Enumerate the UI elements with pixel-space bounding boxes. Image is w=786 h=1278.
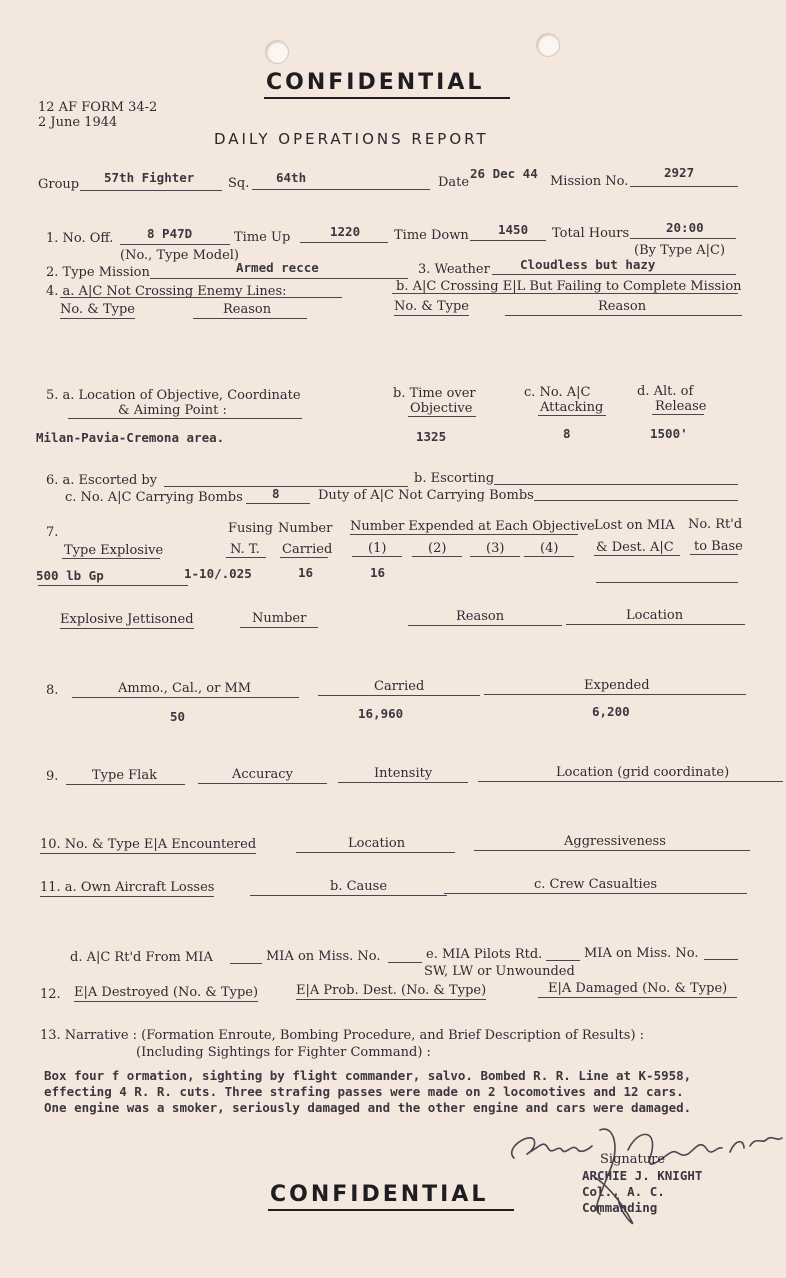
no-type-model-note: (No., Type Model) <box>120 248 239 263</box>
confidential-top: CONFIDENTIAL <box>266 70 485 95</box>
item5d-label-1: d. Alt. of <box>637 384 694 399</box>
signer-role: Commanding <box>582 1200 658 1215</box>
by-type-note: (By Type A|C) <box>634 243 726 258</box>
item5c-label-2: Attacking <box>540 400 604 415</box>
obj-col-4: (4) <box>540 541 559 556</box>
time-up-value: 1220 <box>330 224 361 239</box>
time-up-line <box>300 242 388 243</box>
jett-reason-label: Reason <box>408 609 562 626</box>
crew-casualties-label: c. Crew Casualties <box>444 877 747 894</box>
carried-label: Carried <box>318 679 480 696</box>
item4a-label: 4. a. A|C Not Crossing Enemy Lines: <box>46 284 287 299</box>
carrying-bombs-label: c. No. A|C Carrying Bombs <box>65 490 243 505</box>
rtd-from-mia-line <box>230 963 262 964</box>
expended-value: 6,200 <box>592 704 630 719</box>
expended-header-line <box>350 534 578 535</box>
punch-hole-right <box>536 33 560 57</box>
confidential-bottom: CONFIDENTIAL <box>270 1182 489 1207</box>
item5b-label-1: b. Time over <box>393 386 476 401</box>
mission-value: 2927 <box>664 165 695 180</box>
obj-col-line-3 <box>470 556 520 557</box>
sw-lw-label: SW, LW or Unwounded <box>424 964 575 979</box>
no-off-value: 8 P47D <box>147 226 193 241</box>
item5b-line <box>408 416 476 417</box>
ea-encountered-label: 10. No. & Type E|A Encountered <box>40 837 257 852</box>
mia-on-miss-line <box>388 962 422 963</box>
item4b-line <box>392 293 738 294</box>
rtd-line <box>690 554 738 555</box>
signer-rank: Col., A. C. <box>582 1184 665 1199</box>
form-number: 12 AF FORM 34-2 <box>38 100 158 115</box>
item4a-line <box>60 297 342 298</box>
type-explosive-label: Type Explosive <box>64 543 164 558</box>
weather-value: Cloudless but hazy <box>520 257 656 272</box>
number-line <box>280 557 328 558</box>
carried-value: 16,960 <box>358 706 404 721</box>
mia-pilots-line <box>546 960 580 961</box>
sq-value: 64th <box>276 170 307 185</box>
item4a-no-type: No. & Type <box>60 302 135 317</box>
jett-location-label: Location <box>566 608 745 625</box>
date-label: Date <box>438 175 470 190</box>
item5c-label-1: c. No. A|C <box>524 385 591 400</box>
jettisoned-label: Explosive Jettisoned <box>60 612 194 627</box>
objective-location-value: Milan-Pavia-Cremona area. <box>36 430 225 445</box>
aggressiveness-label: Aggressiveness <box>474 834 750 851</box>
signer-name: ARCHIE J. KNIGHT <box>582 1168 703 1183</box>
time-down-label: Time Down <box>394 228 469 243</box>
escorted-by-line <box>164 486 408 487</box>
sq-label: Sq. <box>228 176 250 191</box>
time-down-line <box>470 240 546 241</box>
own-losses-label: 11. a. Own Aircraft Losses <box>40 880 215 895</box>
total-hours-label: Total Hours <box>552 226 630 241</box>
type-explosive-line <box>62 558 160 559</box>
item4b-no-type: No. & Type <box>394 299 469 314</box>
rtd-label-1: No. Rt'd <box>688 517 743 532</box>
narrative-line-3: One engine was a smoker, seriously damaged and the other engine and cars were damaged. <box>44 1100 692 1115</box>
narrative-line-1: Box four f ormation, sighting by flight commander, salvo. Bombed R. R. Line at K-5958, <box>44 1068 692 1083</box>
item4a-reason: Reason <box>193 302 307 319</box>
type-mission-label: 2. Type Mission <box>46 265 150 280</box>
weather-line <box>492 274 736 275</box>
item9-number: 9. <box>46 769 59 784</box>
total-hours-value: 20:00 <box>666 220 704 235</box>
obj-col-3: (3) <box>486 541 505 556</box>
sq-line <box>252 189 430 190</box>
mia-on-miss-line-2 <box>704 959 738 960</box>
narrative-label-2: (Including Sightings for Fighter Command) : <box>136 1045 431 1060</box>
obj-col-line-4 <box>524 556 574 557</box>
obj-col-1: (1) <box>368 541 387 556</box>
type-mission-value: Armed recce <box>236 260 319 275</box>
no-off-label: 1. No. Off. <box>46 231 114 246</box>
narrative-label: 13. Narrative : (Formation Enroute, Bombing Procedure, and Brief Description of Results) : <box>40 1028 645 1043</box>
item5a-line <box>68 418 302 419</box>
item5d-line <box>652 414 704 415</box>
weather-label: 3. Weather <box>418 262 490 277</box>
explosive-row-line-1 <box>38 585 188 586</box>
item4b-reason: Reason <box>505 299 742 316</box>
ea-damaged-label: E|A Damaged (No. & Type) <box>538 981 737 998</box>
time-over-value: 1325 <box>416 429 447 444</box>
mia-on-miss-label: MIA on Miss. No. <box>266 949 381 964</box>
cause-label: b. Cause <box>250 879 447 896</box>
expended-label: Expended <box>484 678 746 695</box>
duty-line <box>534 500 738 501</box>
time-down-value: 1450 <box>498 222 529 237</box>
group-line <box>80 190 222 191</box>
item5d-label-2: Release <box>655 399 707 414</box>
confidential-bottom-underline <box>268 1209 514 1211</box>
attacking-value: 8 <box>563 426 571 441</box>
narrative-line-2: effecting 4 R. R. cuts. Three strafing passes were made on 2 locomotives and 12 cars. <box>44 1084 684 1099</box>
mission-line <box>630 186 738 187</box>
explosive-obj1-value: 16 <box>370 565 386 580</box>
carrying-bombs-value: 8 <box>272 486 280 501</box>
lost-label-2: & Dest. A|C <box>596 540 674 555</box>
obj-col-2: (2) <box>428 541 447 556</box>
mia-pilots-label: e. MIA Pilots Rtd. <box>426 947 543 962</box>
explosive-fusing-value: 1-10/.025 <box>184 566 252 581</box>
time-up-label: Time Up <box>234 230 291 245</box>
explosive-row-line-2 <box>596 582 738 583</box>
flak-location-label: Location (grid coordinate) <box>478 765 783 782</box>
escorted-by-label: 6. a. Escorted by <box>46 473 158 488</box>
punch-hole-left <box>265 40 289 64</box>
group-value: 57th Fighter <box>104 170 195 185</box>
rtd-from-mia-label: d. A|C Rt'd From MIA <box>70 950 213 965</box>
item5b-label-2: Objective <box>410 401 473 416</box>
ea-location-label: Location <box>296 836 455 853</box>
obj-col-line-1 <box>352 556 402 557</box>
report-title: DAILY OPERATIONS REPORT <box>214 130 489 148</box>
item12-number: 12. <box>40 987 61 1002</box>
explosive-type-value: 500 lb Gp <box>36 568 104 583</box>
ammo-value: 50 <box>170 709 186 724</box>
jett-number-label: Number <box>240 611 318 628</box>
group-label: Group <box>38 177 80 192</box>
item4b-label: b. A|C Crossing E|L But Failing to Complete Mission <box>396 279 742 294</box>
fusing-label-1: Fusing <box>228 521 273 536</box>
type-mission-line <box>150 278 408 279</box>
mia-on-miss-label-2: MIA on Miss. No. <box>584 946 699 961</box>
escorting-label: b. Escorting <box>414 471 495 486</box>
lost-line <box>594 555 680 556</box>
number-label-2: Carried <box>282 542 333 557</box>
no-off-line <box>120 244 230 245</box>
fusing-line <box>226 557 266 558</box>
carrying-bombs-line <box>246 503 310 504</box>
signature-label: Signature <box>600 1152 666 1167</box>
number-label-1: Number <box>278 521 333 536</box>
mission-label: Mission No. <box>550 174 629 189</box>
ammo-label: Ammo., Cal., or MM <box>72 681 299 698</box>
intensity-label: Intensity <box>338 766 468 783</box>
type-flak-label: Type Flak <box>66 768 185 785</box>
item7-number: 7. <box>46 525 59 540</box>
total-hours-line <box>630 238 736 239</box>
escorting-line <box>494 484 738 485</box>
explosive-carried-value: 16 <box>298 565 314 580</box>
accuracy-label: Accuracy <box>198 767 327 784</box>
alt-release-value: 1500' <box>650 426 688 441</box>
confidential-top-underline <box>264 97 510 99</box>
form-date: 2 June 1944 <box>38 115 118 130</box>
date-value: 26 Dec 44 <box>470 166 538 181</box>
ea-destroyed-label: E|A Destroyed (No. & Type) <box>74 985 259 1000</box>
item5c-line <box>538 415 606 416</box>
item8-number: 8. <box>46 683 59 698</box>
fusing-label-2: N. T. <box>230 542 260 557</box>
duty-label: Duty of A|C Not Carrying Bombs <box>318 488 534 503</box>
item5a-label-2: & Aiming Point : <box>118 403 227 418</box>
ea-prob-dest-label: E|A Prob. Dest. (No. & Type) <box>296 983 487 998</box>
item5a-label-1: 5. a. Location of Objective, Coordinate <box>46 388 301 403</box>
obj-col-line-2 <box>412 556 462 557</box>
lost-label-1: Lost on MIA <box>594 518 675 533</box>
expended-header: Number Expended at Each Objective <box>350 519 595 534</box>
rtd-label-2: to Base <box>694 539 743 554</box>
